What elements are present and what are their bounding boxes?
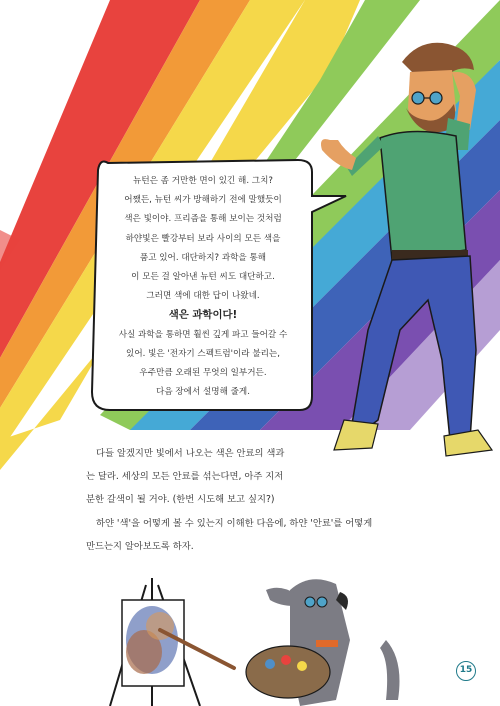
- bubble-line: 있어. 빛은 '전자기 스펙트럼'이라 불리는,: [126, 348, 280, 359]
- page-number: 15: [456, 661, 476, 681]
- body-line: 다들 알겠지만 빛에서 나오는 색은 안료의 색과: [96, 448, 285, 459]
- body-line: 만드는지 알아보도록 하자.: [86, 540, 194, 552]
- speech-bubble-text: [100, 172, 306, 402]
- body-line: 는 달라. 세상의 모든 안료를 섞는다면, 아주 지저: [86, 471, 284, 483]
- bubble-line: 어쨌든, 뉴턴 씨가 방해하기 전에 말했듯이: [124, 195, 282, 206]
- bubble-line: 그러면 색에 대한 답이 나왔네.: [146, 291, 260, 302]
- body-line: 분한 갈색이 될 거야. (한번 시도해 보고 싶지?): [86, 494, 275, 506]
- bubble-line: 뉴턴은 좀 거만한 면이 있긴 해. 그치?: [133, 176, 273, 186]
- bubble-line: 하얀빛은 빨강부터 보라 사이의 모든 색을: [125, 233, 281, 244]
- bubble-line: 품고 있어. 대단하지? 과학을 통해: [139, 252, 267, 263]
- body-paragraph: [86, 442, 426, 558]
- dog-illustration: [160, 579, 400, 706]
- bubble-line: 우주만큼 오래된 무엇의 일부거든.: [139, 368, 267, 379]
- body-line: 하얀 '색'을 어떻게 볼 수 있는지 이해한 다음에, 하얀 '안료'를 어떻게: [96, 517, 373, 529]
- bubble-line: 다음 장에서 설명해 줄게.: [156, 387, 250, 398]
- bubble-emphasis: 색은 과학이다!: [168, 309, 238, 322]
- bubble-line: 이 모든 걸 알아낸 뉴턴 씨도 대단하고.: [131, 272, 275, 283]
- bubble-line: 사실 과학을 통하면 훨씬 깊게 파고 들어갈 수: [118, 329, 288, 340]
- bubble-line: 색은 빛이야. 프리즘을 통해 보이는 것처럼: [124, 214, 282, 225]
